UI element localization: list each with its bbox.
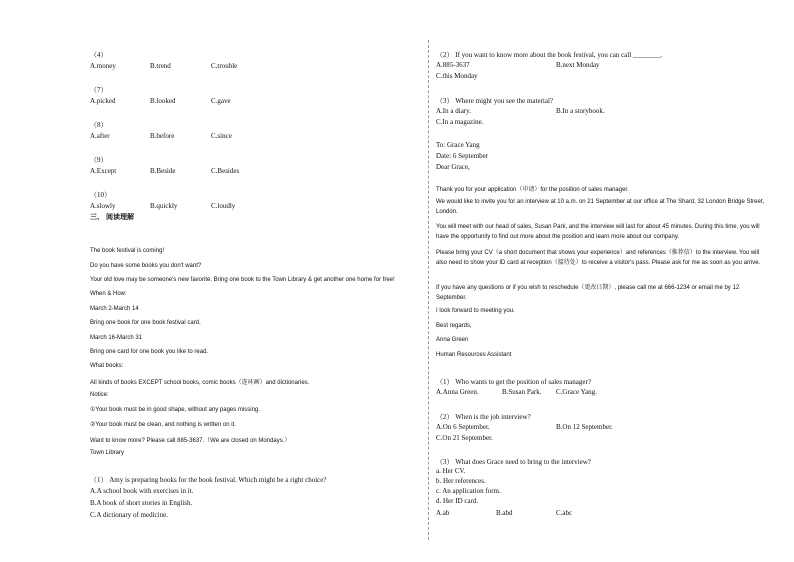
q7-option-a: A.picked bbox=[90, 97, 116, 105]
lq1-option-c: C.Grace Yang. bbox=[556, 388, 597, 396]
rq3-option-b: B.In a storybook. bbox=[556, 107, 605, 115]
letter-question-1-stem: （1） Who wants to get the position of sales manager? bbox=[436, 378, 591, 386]
passage-line: The book festival is coming! bbox=[90, 248, 165, 254]
letter-paragraph: Thank you for your application（申请）for the position of sales manager. bbox=[436, 187, 629, 193]
letter-paragraph: Please bring your CV（a short document that shows your experience）and references（推荐信）to the interview. You will also need to show your ID card at reception（接待处）to receive a visitor's pass. Please ask for me as soon as you arrive. bbox=[436, 250, 761, 266]
lq3-item: d. Her ID card. bbox=[436, 497, 479, 505]
passage-line: Your old love may be someone's new favorite. Bring one book to the Town Library & get another one home for free! bbox=[90, 277, 395, 283]
rq3-option-c: C.In a magazine. bbox=[436, 118, 484, 126]
letter-salutation: Dear Grace, bbox=[436, 163, 470, 171]
question-10-number: （10） bbox=[90, 191, 111, 199]
passage-line: Want to know more? Please call 885-3637.（We are closed on Mondays.） bbox=[90, 438, 291, 444]
lq3-option-a: A.ab bbox=[436, 509, 450, 517]
passage-line: Town Library bbox=[90, 450, 125, 456]
letter-to: To: Grace Yang bbox=[436, 141, 480, 149]
passage-line: ②Your book must be clean, and nothing is written on it. bbox=[90, 422, 236, 428]
lq1-option-b: B.Susan Park. bbox=[502, 388, 542, 396]
column-divider bbox=[428, 40, 429, 540]
lq3-item: b. Her references. bbox=[436, 477, 486, 485]
q4-option-a: A.money bbox=[90, 62, 116, 70]
q10-option-a: A.slowly bbox=[90, 202, 116, 210]
q4-option-c: C.trouble bbox=[211, 62, 238, 70]
passage-line: Bring one book for one book festival card. bbox=[90, 320, 201, 326]
lq2-option-c: C.On 21 September. bbox=[436, 434, 493, 442]
passage-line: Notice: bbox=[90, 392, 109, 398]
passage-line: When & How: bbox=[90, 291, 127, 297]
rq2-option-c: C.this Monday bbox=[436, 72, 478, 80]
q7-option-c: C.gave bbox=[211, 97, 231, 105]
letter-paragraph: I look forward to meeting you. bbox=[436, 308, 515, 314]
q9-option-c: C.Besides bbox=[211, 167, 240, 175]
rq2-option-a: A.885-3637 bbox=[436, 61, 470, 69]
letter-paragraph: You will meet with our head of sales, Susan Park, and the interview will last for about 45 minutes. During this time, you will have the opportunity to find out more about the position and learn more about our company. bbox=[436, 224, 760, 240]
letter-signature: Anna Green bbox=[436, 337, 469, 343]
q9-option-a: A.Except bbox=[90, 167, 117, 175]
lq3-item: c. An application form. bbox=[436, 487, 501, 495]
letter-signature-title: Human Resources Assistant bbox=[436, 352, 512, 358]
letter-paragraph: If you have any questions or if you wish to reschedule（更改日期）, please call me at 666-1234 or email me by 12 September. bbox=[436, 285, 740, 301]
letter-question-2-stem: （2） When is the job interview? bbox=[436, 413, 531, 421]
q8-option-c: C.since bbox=[211, 132, 232, 140]
letter-question-3-stem: （3） What does Grace need to bring to the interview? bbox=[436, 458, 591, 466]
lq3-item: a. Her CV. bbox=[436, 467, 466, 475]
question-7-number: （7） bbox=[90, 86, 108, 94]
letter-date: Date: 6 September bbox=[436, 152, 489, 160]
rq1-option-a: A.A school book with exercises in it. bbox=[90, 487, 194, 495]
lq3-option-b: B.abd bbox=[496, 509, 513, 517]
passage-line: March 16-March 31 bbox=[90, 335, 143, 341]
passage-line: What books: bbox=[90, 363, 124, 369]
passage-line: Bring one card for one book you like to read. bbox=[90, 349, 209, 355]
lq3-option-c: C.abc bbox=[556, 509, 573, 517]
lq2-option-b: B.On 12 September. bbox=[556, 423, 613, 431]
letter-closing: Best regards, bbox=[436, 323, 472, 329]
rq2-option-b: B.next Monday bbox=[556, 61, 600, 69]
section-title: 三、 阅读理解 bbox=[90, 214, 134, 221]
rq1-option-c: C.A dictionary of medicine. bbox=[90, 511, 168, 519]
q8-option-a: A.after bbox=[90, 132, 110, 140]
passage-line: ①Your book must be in good shape, without any pages missing. bbox=[90, 407, 260, 413]
reading-question-1-stem: （1） Amy is preparing books for the book festival. Which might be a right choice? bbox=[90, 476, 327, 484]
question-8-number: （8） bbox=[90, 121, 108, 129]
q9-option-b: B.Beside bbox=[150, 167, 176, 175]
question-4-number: （4） bbox=[90, 51, 108, 59]
q7-option-b: B.looked bbox=[150, 97, 176, 105]
reading-question-2-stem: （2） If you want to know more about the book festival, you can call ________. bbox=[436, 51, 663, 59]
letter-paragraph: We would like to invite you for an interview at 10 a.m. on 21 September at our office at The Shard, 32 London Bridge Street, London. bbox=[436, 199, 765, 215]
reading-question-3-stem: （3） Where might you see the material? bbox=[436, 97, 554, 105]
q8-option-b: B.before bbox=[150, 132, 175, 140]
lq2-option-a: A.On 6 September. bbox=[436, 423, 490, 431]
rq1-option-b: B.A book of short stories in English. bbox=[90, 499, 193, 507]
q10-option-c: C.loudly bbox=[211, 202, 236, 210]
question-9-number: （9） bbox=[90, 156, 108, 164]
rq3-option-a: A.In a diary. bbox=[436, 107, 471, 115]
passage-line: Do you have some books you don't want? bbox=[90, 263, 202, 269]
lq1-option-a: A.Anna Green. bbox=[436, 388, 479, 396]
q4-option-b: B.trend bbox=[150, 62, 171, 70]
q10-option-b: B.quickly bbox=[150, 202, 178, 210]
passage-line: All kinds of books EXCEPT school books, comic books（连环画）and dictionaries. bbox=[90, 380, 310, 386]
passage-line: March 2-March 14 bbox=[90, 306, 139, 312]
